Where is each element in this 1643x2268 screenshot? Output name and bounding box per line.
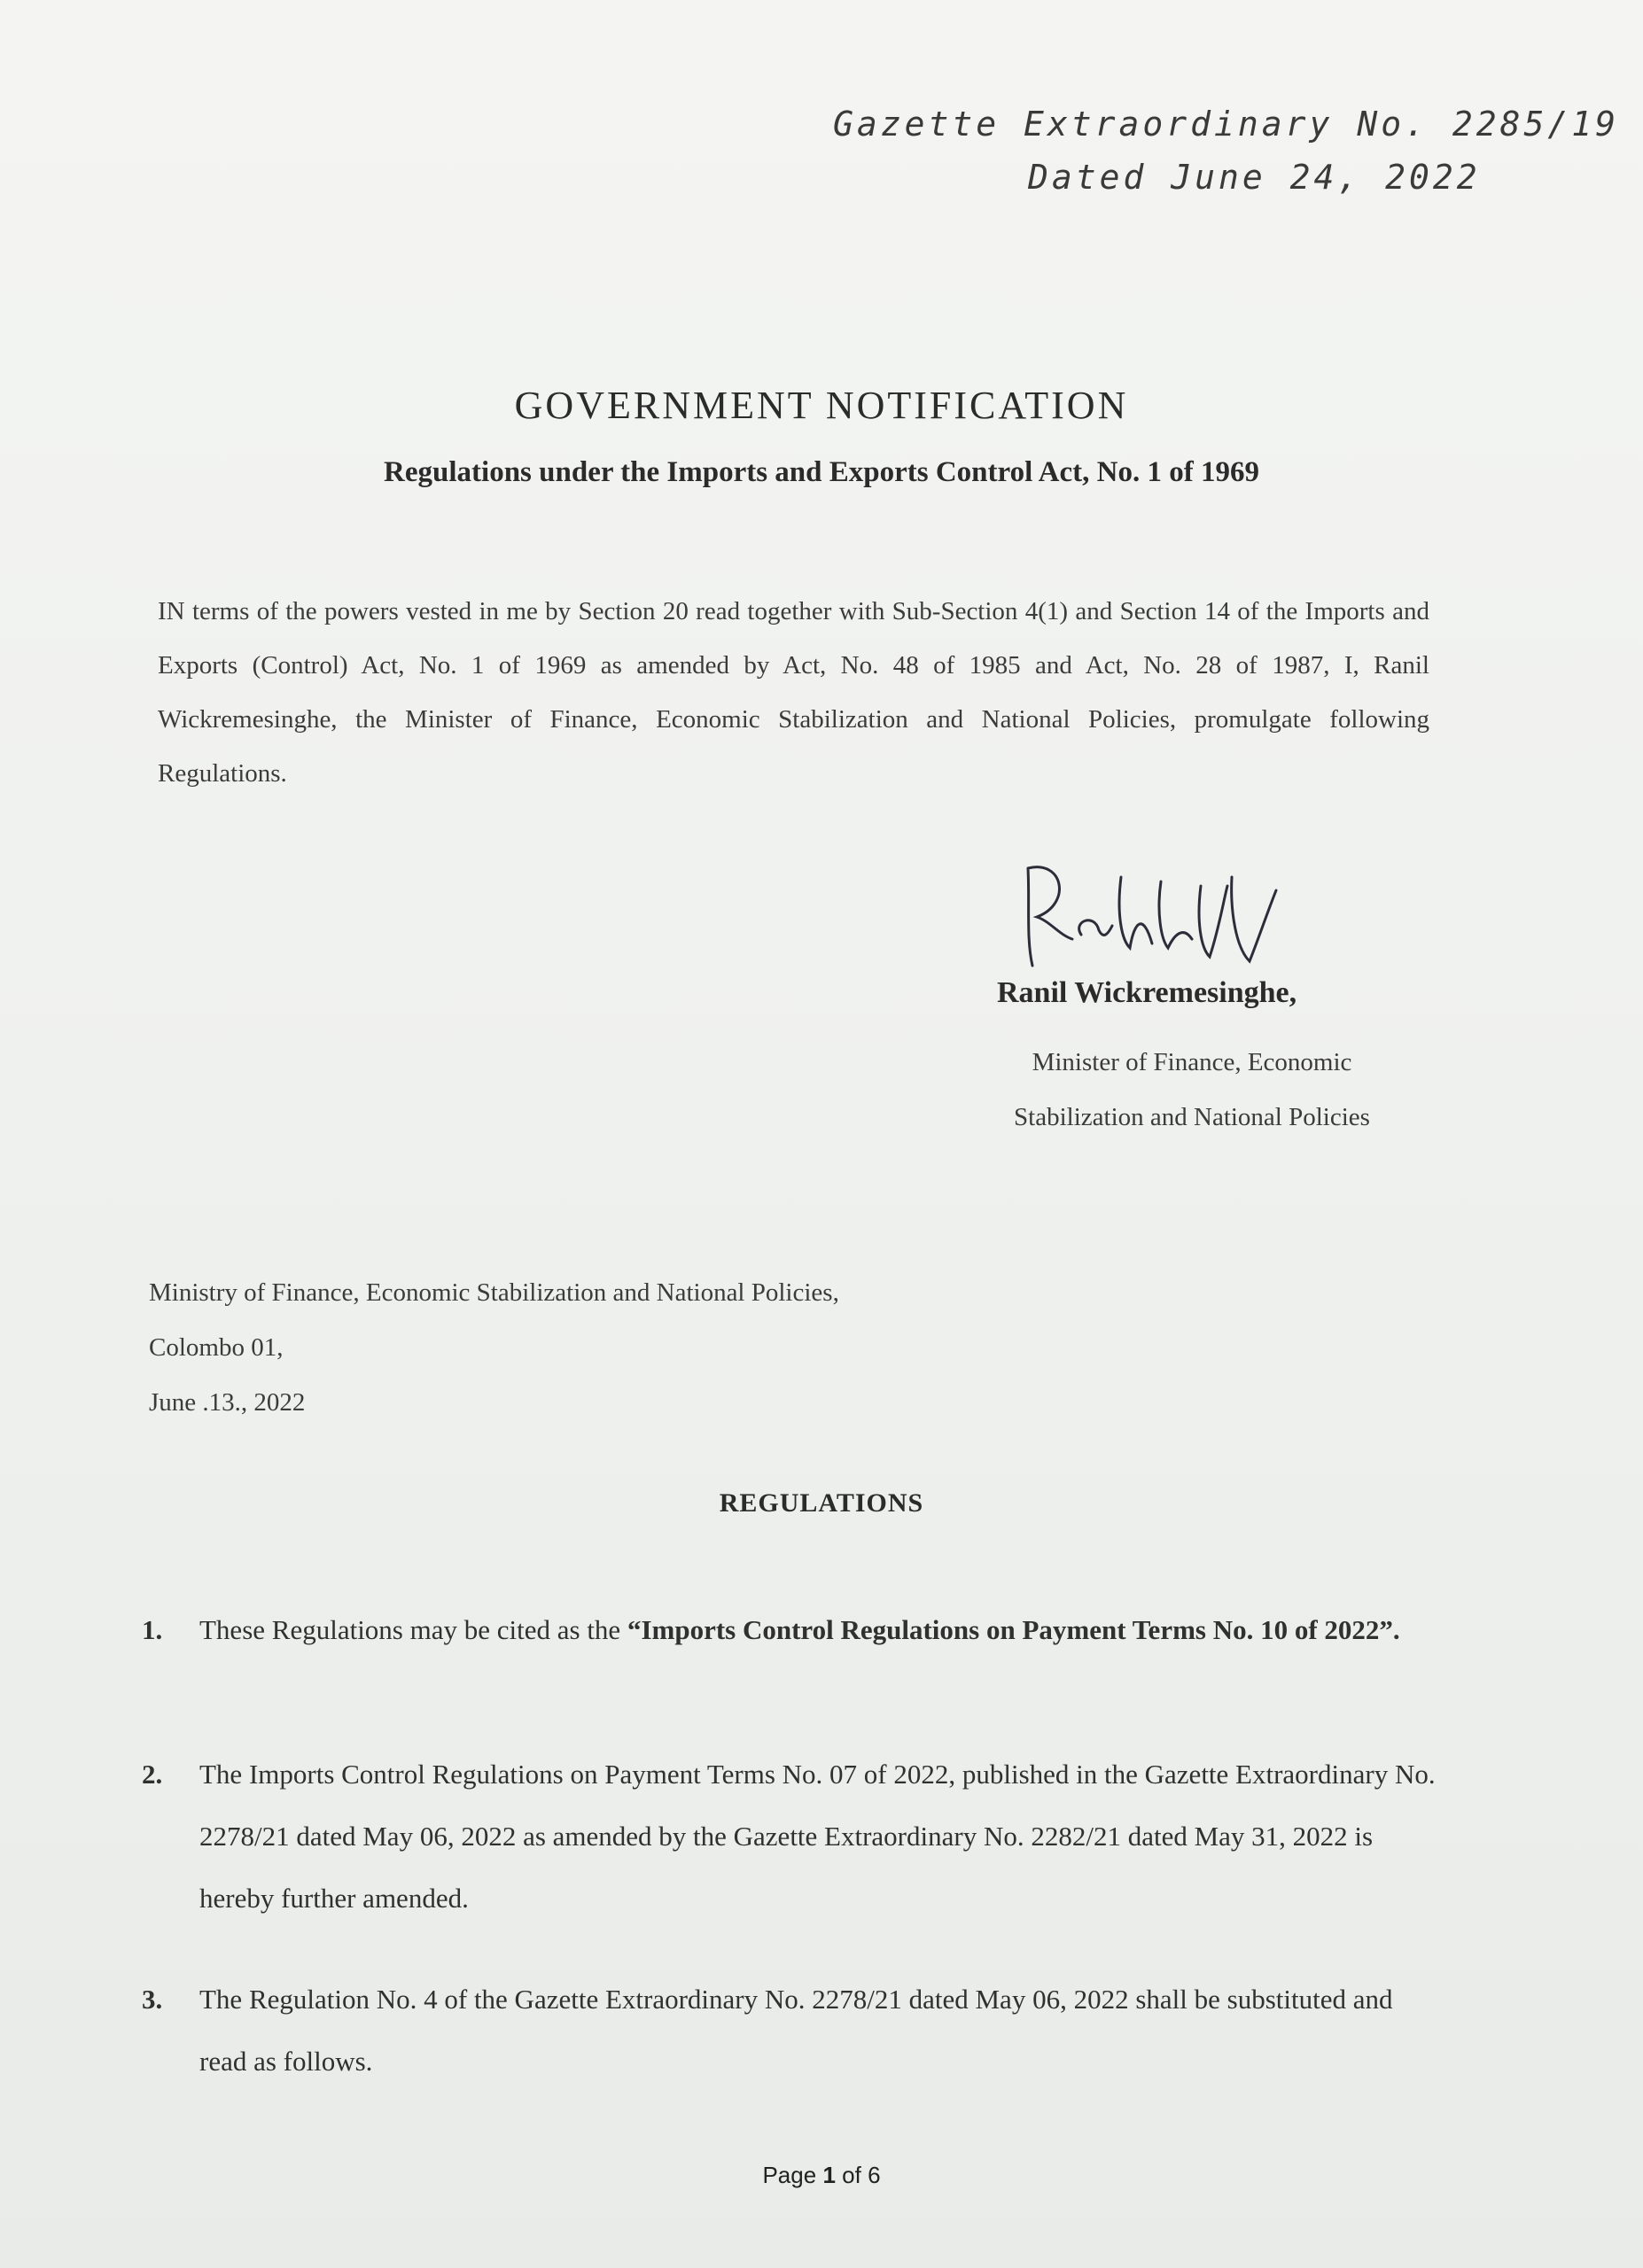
regulation-citation: “Imports Control Regulations on Payment Terms No. 10 of 2022”. (627, 1614, 1400, 1645)
regulations-heading: REGULATIONS (719, 1488, 924, 1518)
address-line: Ministry of Finance, Economic Stabilization and National Policies, (149, 1278, 839, 1307)
intro-paragraph: IN terms of the powers vested in me by Section 20 read together with Sub-Section 4(1) and Section 14 of the Imports and Exports (Control) Act, No. 1 of 1969 as amended by Act, No. 48 of 1985 and Act, No. 28 of 1987, I, Ranil Wickremesinghe, the Minister of Finance, Economic Stabilization and National Policies, promulgate following Regulations. (158, 597, 1429, 788)
address-date: June .13., 2022 (149, 1388, 306, 1417)
document-title: GOVERNMENT NOTIFICATION (514, 384, 1129, 427)
regulation-item (142, 1599, 1444, 1661)
signer-title (962, 1035, 1422, 1145)
ministry-address (149, 1265, 839, 1430)
signer-title-line: Stabilization and National Policies (1014, 1103, 1370, 1131)
page-of-label: of (842, 2162, 861, 2188)
regulation-number: 3. (142, 1984, 163, 2015)
regulation-number: 2. (142, 1759, 163, 1790)
regulation-text: The Imports Control Regulations on Payment Terms No. 07 of 2022, published in the Gazette Extraordinary No. 2278/21 dated May 06, 2022 as amended by the Gazette Extraordinary No. 2282/21 dated May 31, 2022 is hereby further amended. (199, 1759, 1436, 1914)
signer-title-line: Minister of Finance, Economic (1032, 1048, 1352, 1076)
address-line: Colombo 01, (149, 1333, 284, 1362)
signer-name: Ranil Wickremesinghe, (997, 976, 1297, 1009)
signature-image (1010, 850, 1294, 983)
page-label: Page (762, 2162, 817, 2188)
handwritten-gazette-number: Gazette Extraordinary No. 2285/19 (833, 105, 1619, 144)
document-subtitle: Regulations under the Imports and Exports Control Act, No. 1 of 1969 (384, 456, 1259, 488)
regulation-item (142, 1744, 1444, 1930)
page-footer (0, 2162, 1643, 2189)
current-page-number: 1 (822, 2162, 836, 2188)
total-page-number: 6 (868, 2162, 881, 2188)
regulation-number: 1. (142, 1614, 163, 1645)
regulation-text (199, 1599, 1444, 1661)
regulation-item (142, 1969, 1444, 2093)
regulation-text: The Regulation No. 4 of the Gazette Extraordinary No. 2278/21 dated May 06, 2022 shall be substituted and read as follows. (199, 1984, 1393, 2077)
regulation-text-plain: These Regulations may be cited as the (199, 1614, 627, 1645)
handwritten-date: Dated June 24, 2022 (1028, 158, 1481, 197)
